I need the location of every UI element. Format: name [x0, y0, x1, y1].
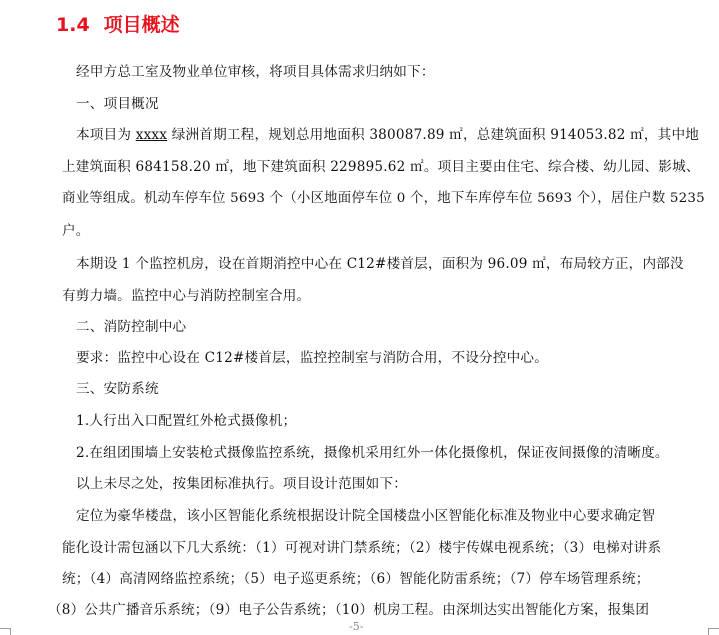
crop-mark-right-vertical [708, 628, 709, 635]
scope-paragraph-line-2: 能化设计需包涵以下几大系统：（1）可视对讲门禁系统；（2）楼宇传媒电视系统；（3）电梯对讲系 [62, 540, 662, 556]
control-room-paragraph-line-1: 本期设 1 个监控机房，设在首期消控中心在 C12#楼首层，面积为 96.09 ㎡，布局较方正，内部没 [76, 256, 684, 272]
intro-paragraph: 经甲方总工室及物业单位审核，将项目具体需求归纳如下： [76, 64, 435, 80]
security-item-1: 1.人行出入口配置红外枪式摄像机； [76, 413, 297, 429]
crop-mark-left-vertical [10, 628, 11, 635]
overview-text-a: 本项目为 [76, 127, 136, 143]
section-number: 1.4 [56, 14, 90, 36]
subsection-title-security: 三、安防系统 [76, 381, 159, 397]
scope-paragraph-line-4: （8）公共广播音乐系统；（9）电子公告系统；（10）机房工程。由深圳达实出智能化方案，报集团 [48, 602, 650, 618]
section-title: 项目概述 [103, 14, 180, 36]
overview-text-b: 绿洲首期工程，规划总用地面积 380087.89 ㎡，总建筑面积 914053.82 ㎡，其中地 [167, 127, 700, 143]
standard-note: 以上未尽之处，按集团标准执行。项目设计范围如下： [76, 476, 408, 492]
overview-paragraph-line-2: 上建筑面积 684158.20 ㎡，地下建筑面积 229895.62 ㎡。项目主要由住宅、综合楼、幼儿园、影城、 [62, 159, 700, 175]
overview-paragraph-line-4: 户。 [62, 223, 90, 239]
security-item-2: 2.在组团围墙上安装枪式摄像监控系统，摄像机采用红外一体化摄像机，保证夜间摄像的清晰度。 [76, 445, 669, 461]
scope-paragraph-line-1: 定位为豪华楼盘，该小区智能化系统根据设计院全国楼盘小区智能化标准及物业中心要求确定智 [76, 508, 656, 524]
section-heading [56, 10, 180, 37]
subsection-title-overview: 一、项目概况 [76, 96, 159, 112]
crop-mark-left [0, 628, 10, 629]
fire-control-requirement: 要求：监控中心设在 C12#楼首层，监控控制室与消防合用，不设分控中心。 [76, 350, 549, 366]
subsection-title-fire-control: 二、消防控制中心 [76, 319, 187, 335]
page-number: -5- [349, 620, 364, 633]
scope-paragraph-line-3: 统；（4）高清网络监控系统；（5）电子巡更系统；（6）智能化防雷系统；（7）停车场管理系统； [62, 571, 650, 587]
overview-paragraph-line-1 [76, 125, 699, 145]
project-name-placeholder: xxxx [135, 127, 168, 143]
control-room-paragraph-line-2: 有剪力墙。监控中心与消防控制室合用。 [62, 288, 311, 304]
crop-mark-right [709, 628, 719, 629]
overview-paragraph-line-3: 商业等组成。机动车停车位 5693 个（小区地面停车位 0 个，地下车库停车位 5693 个），居住户数 5235 [62, 191, 705, 206]
